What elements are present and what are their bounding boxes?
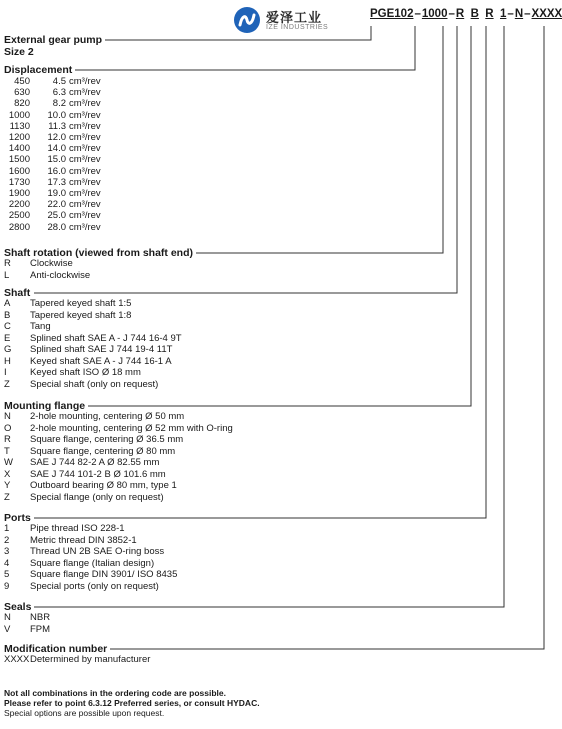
displacement-code: 630 [14, 87, 30, 99]
ports-code: 2 [4, 534, 10, 546]
mounting-desc: Special flange (only on request) [30, 491, 164, 503]
displacement-value: 12.0 [47, 132, 66, 143]
displacement-code: 2200 [8, 199, 30, 211]
displacement-unit: cm³/rev [69, 199, 101, 211]
displacement-row [4, 177, 101, 188]
ports-row [4, 523, 125, 535]
ports-row [4, 558, 154, 570]
shaft-code: G [4, 344, 12, 355]
ports-code: 5 [4, 569, 10, 580]
mounting-desc: Outboard bearing Ø 80 mm, type 1 [30, 480, 177, 491]
displacement-value: 28.0 [47, 221, 66, 233]
displacement-code: 2500 [8, 210, 30, 222]
mounting-row [4, 411, 184, 423]
shaft-code: H [4, 355, 11, 367]
mounting-desc: 2-hole mounting, centering Ø 52 mm with O-ring [30, 422, 233, 434]
displacement-row [4, 199, 101, 210]
company-logo [234, 7, 354, 35]
displacement-unit: cm³/rev [69, 188, 101, 199]
seals-row [4, 612, 50, 624]
mounting-code: N [4, 411, 11, 422]
displacement-code: 1730 [8, 176, 30, 188]
displacement-value: 10.0 [47, 109, 66, 121]
seals-desc: NBR [30, 612, 51, 623]
displacement-unit: cm³/rev [69, 76, 101, 87]
code-seals: N [514, 8, 524, 20]
code-modification: XXXX [531, 8, 562, 20]
mounting-desc: SAE J 744 82-2 A Ø 82.55 mm [30, 457, 160, 468]
mounting-desc: Square flange, centering Ø 80 mm [30, 445, 176, 457]
mounting-code: O [4, 422, 12, 434]
shaft-desc: Splined shaft SAE A - J 744 16-4 9T [30, 332, 182, 344]
ports-code: 4 [4, 557, 10, 569]
ports-desc: Metric thread DIN 3852-1 [30, 534, 137, 546]
rotation-title: Shaft rotation (viewed from shaft end) [4, 247, 196, 259]
logo-text-cn: 爱泽工业 [266, 10, 323, 25]
ports-code: 9 [4, 580, 10, 592]
displacement-value: 17.3 [47, 176, 66, 188]
displacement-value: 6.3 [52, 87, 66, 99]
displacement-value: 15.0 [47, 154, 66, 166]
seals-code: N [4, 612, 11, 623]
displacement-unit: cm³/rev [69, 165, 101, 177]
displacement-code: 2800 [8, 221, 30, 233]
logo-text-en: IZE INDUSTRIES [266, 24, 329, 31]
shaft-code: E [4, 332, 11, 344]
mounting-code: W [4, 457, 13, 468]
shaft-row [4, 310, 131, 322]
code-shaft: B [470, 8, 479, 20]
shaft-code: C [4, 321, 11, 332]
logo-mark-icon [234, 7, 260, 33]
code-mounting: R [485, 8, 494, 20]
displacement-row [4, 154, 101, 165]
ports-row [4, 569, 177, 581]
displacement-row [4, 110, 101, 121]
seals-code: V [4, 623, 11, 635]
rotation-row [4, 270, 90, 282]
mounting-desc: 2-hole mounting, centering Ø 50 mm [30, 411, 185, 422]
displacement-row [4, 121, 101, 132]
ports-title: Ports [4, 512, 34, 524]
ports-row [4, 535, 137, 547]
ports-desc: Thread UN 2B SAE O-ring boss [30, 546, 165, 557]
rotation-code: L [4, 269, 10, 281]
shaft-row [4, 298, 131, 310]
ports-row [4, 546, 164, 558]
shaft-code: B [4, 309, 11, 321]
displacement-code: 820 [14, 98, 30, 110]
displacement-code: 1600 [8, 165, 30, 177]
displacement-value: 22.0 [47, 199, 66, 211]
displacement-row [4, 98, 101, 109]
ports-code: 1 [4, 523, 10, 534]
product-size: Size 2 [4, 46, 34, 58]
modification-row [4, 654, 150, 666]
seals-row [4, 624, 50, 636]
seals-desc: FPM [30, 623, 51, 635]
displacement-row [4, 132, 101, 143]
code-rotation: R [455, 8, 465, 20]
mounting-row [4, 423, 233, 435]
shaft-desc: Keyed shaft SAE A - J 744 16-1 A [30, 355, 172, 367]
displacement-code: 1200 [8, 132, 30, 143]
displacement-row [4, 188, 101, 199]
connector-rotation [186, 26, 443, 253]
rotation-code: R [4, 258, 11, 269]
displacement-unit: cm³/rev [69, 176, 101, 188]
ordering-code: PGE102–1000–R B R 1–N–XXXX [370, 8, 562, 20]
shaft-row [4, 333, 182, 345]
mounting-row [4, 446, 175, 458]
displacement-value: 16.0 [47, 165, 66, 177]
shaft-code: A [4, 298, 11, 309]
ports-code: 3 [4, 546, 10, 557]
mounting-code: Z [4, 491, 10, 503]
shaft-desc: Splined shaft SAE J 744 19-4 11T [30, 344, 173, 355]
mounting-code: Y [4, 480, 11, 491]
product-title: External gear pump [4, 34, 105, 46]
displacement-row [4, 76, 101, 87]
mounting-code: X [4, 468, 11, 480]
mounting-code: R [4, 434, 11, 445]
rotation-desc: Anti-clockwise [30, 269, 91, 281]
shaft-row [4, 321, 51, 333]
mounting-row [4, 480, 177, 492]
displacement-unit: cm³/rev [69, 120, 101, 132]
modification-title: Modification number [4, 643, 110, 655]
displacement-code: 1400 [8, 143, 30, 155]
shaft-desc: Tapered keyed shaft 1:5 [30, 298, 132, 309]
code-ports: 1 [500, 8, 507, 20]
mounting-row [4, 469, 166, 481]
displacement-unit: cm³/rev [69, 87, 101, 99]
displacement-code: 450 [14, 76, 30, 87]
displacement-unit: cm³/rev [69, 143, 101, 155]
ports-desc: Square flange (Italian design) [30, 557, 155, 569]
note-refer: Please refer to point 6.3.12 Preferred series, or consult HYDAC. [4, 698, 260, 708]
shaft-row [4, 344, 172, 356]
code-type: PGE102 [370, 8, 414, 20]
seals-title: Seals [4, 601, 34, 613]
code-displacement: 1000 [421, 8, 448, 20]
modification-code: XXXX [4, 654, 30, 665]
displacement-row [4, 87, 101, 98]
displacement-value: 25.0 [47, 210, 66, 222]
shaft-title: Shaft [4, 287, 33, 299]
shaft-desc: Special shaft (only on request) [30, 378, 159, 390]
displacement-title: Displacement [4, 64, 75, 76]
displacement-unit: cm³/rev [69, 98, 101, 110]
mounting-desc: Square flange, centering Ø 36.5 mm [30, 434, 184, 445]
rotation-desc: Clockwise [30, 258, 73, 269]
modification-desc: Determined by manufacturer [30, 654, 151, 665]
displacement-unit: cm³/rev [69, 154, 101, 166]
shaft-row [4, 367, 141, 379]
displacement-unit: cm³/rev [69, 221, 101, 233]
displacement-value: 4.5 [52, 76, 66, 87]
shaft-row [4, 379, 158, 391]
displacement-value: 8.2 [52, 98, 66, 110]
displacement-code: 1000 [8, 109, 30, 121]
displacement-unit: cm³/rev [69, 109, 101, 121]
displacement-code: 1500 [8, 154, 30, 166]
note-special: Special options are possible upon request. [4, 708, 165, 718]
displacement-row [4, 166, 101, 177]
mounting-desc: SAE J 744 101-2 B Ø 101.6 mm [30, 468, 166, 480]
ports-row [4, 581, 159, 593]
shaft-code: I [4, 367, 7, 378]
shaft-row [4, 356, 172, 368]
displacement-value: 19.0 [47, 188, 66, 199]
displacement-unit: cm³/rev [69, 210, 101, 222]
shaft-desc: Keyed shaft ISO Ø 18 mm [30, 367, 141, 378]
rotation-row [4, 258, 73, 270]
mounting-code: T [4, 445, 10, 457]
note-combinations: Not all combinations in the ordering code are possible. [4, 688, 226, 698]
displacement-unit: cm³/rev [69, 132, 101, 143]
mounting-title: Mounting flange [4, 400, 88, 412]
mounting-row [4, 434, 183, 446]
ports-desc: Special ports (only on request) [30, 580, 159, 592]
shaft-desc: Tapered keyed shaft 1:8 [30, 309, 132, 321]
displacement-code: 1130 [9, 120, 30, 132]
mounting-row [4, 492, 164, 504]
displacement-value: 11.3 [48, 120, 66, 132]
displacement-value: 14.0 [47, 143, 66, 155]
ports-desc: Square flange DIN 3901/ ISO 8435 [30, 569, 178, 580]
displacement-row [4, 222, 101, 233]
displacement-row [4, 210, 101, 221]
displacement-row [4, 143, 101, 154]
mounting-row [4, 457, 159, 469]
displacement-code: 1900 [8, 188, 30, 199]
ports-desc: Pipe thread ISO 228-1 [30, 523, 125, 534]
shaft-code: Z [4, 378, 10, 390]
shaft-desc: Tang [30, 321, 51, 332]
